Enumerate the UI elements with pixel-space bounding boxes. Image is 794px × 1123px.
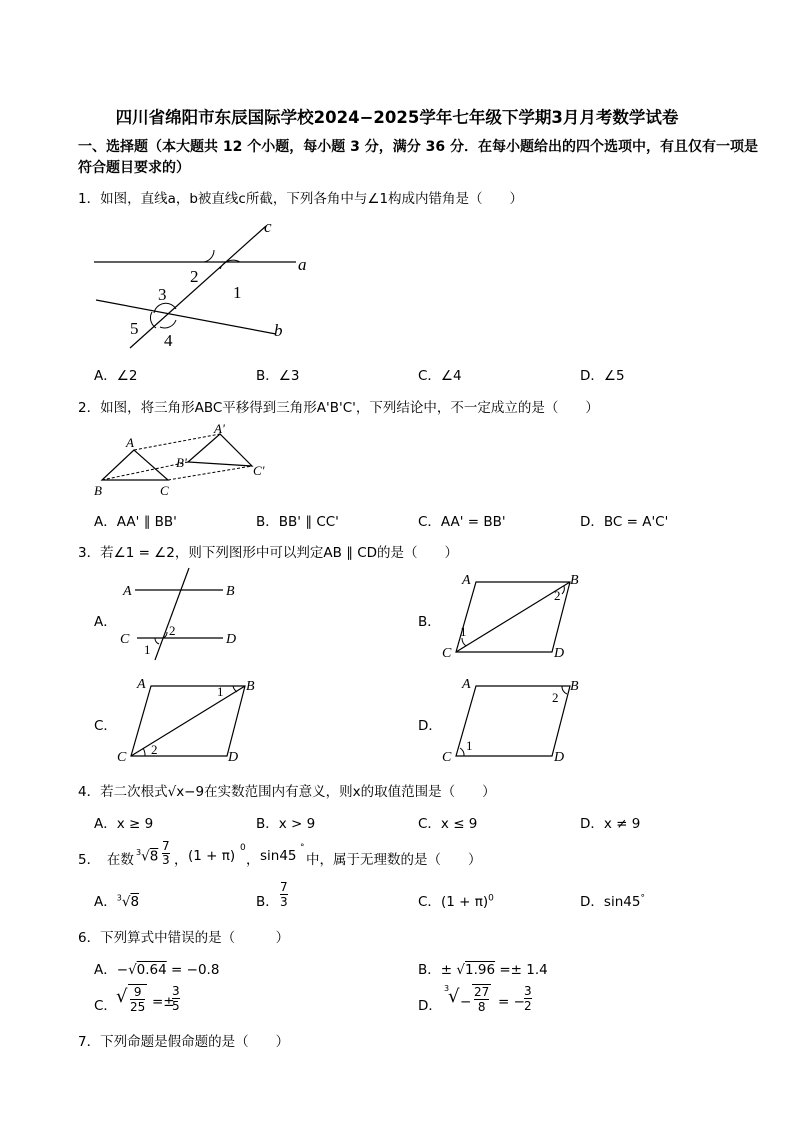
label-angle-2: 2 — [552, 690, 559, 705]
exam-page: 四川省绵阳市东辰国际学校2024−2025学年七年级下学期3月月考数学试卷 一、选择题（本大题共 12 个小题，每小题 3 分，满分 36 分．在每小题给出的四个选项中，有且仅有一项是符合题目要求的） 1．如图，直线a，b被直线c所截，下列各角中与∠1构成内错角是（ ） c a b 1 2 3 4 5 A．∠2 B．∠3 C．∠4 D．∠5 2．如图，将三角形ABC平移得到三角形A'B'C'，下列结论中，不一定成立的是（ ） A B C A' B' C' A．AA' ∥ BB' B．BB' ∥ CC' C．AA' = BB' D．BC = A'C' 3．若∠1 = ∠2，则下列图形中可以判定AB ∥ CD的是（ ） A． A B C D 2 1 B． A B C D 2 1 C． A B C D 1 2 D． A B C D 2 1 4．若二次根式√x−9在实数范围内有意义，则x的取值范围是（ ） A．x ≥ 9 B．x > 9 C．x ≤ 9 D．x ≠ 9 5． 在数 $^3$√8 7 3 ， (1 + π) 0 ， sin45 ° 中，属于无理数的是（ ） A．$^3$√8 B． 7 3 C．$(1 + \pi)^0$ D．sin45° 6．下列算式中错误的是（ ） A．−√0.64 = −0.8 B．± √1.96 =± 1.4 C． √ 9 25 =± 3 5 D． 3 √ − 27 8 = − 3 2 7．下列命题是假命题的是（ ） — [0, 0, 794, 1123]
label-A: A — [126, 435, 134, 450]
label-A: A — [462, 677, 471, 692]
q3-option-a[interactable]: A． — [94, 614, 117, 630]
label-A: A — [462, 573, 471, 588]
q3-figure-a — [115, 566, 255, 662]
angle-2-arc — [204, 250, 214, 262]
label-B: B — [94, 483, 102, 498]
label-B: B — [246, 679, 255, 694]
label-B: B — [226, 584, 235, 599]
segment-aa1 — [134, 434, 220, 450]
q3-figure-b — [438, 568, 588, 660]
label-B-prime: B' — [176, 455, 187, 470]
label-D: D — [554, 646, 565, 660]
label-angle-1: 1 — [144, 642, 151, 657]
q1-option-b[interactable]: B．∠3 — [256, 368, 300, 384]
q5-option-d[interactable]: D．sin45° — [580, 893, 645, 910]
label-A: A — [123, 584, 132, 599]
question-4-stem: 4．若二次根式√x−9在实数范围内有意义，则x的取值范围是（ ） — [78, 784, 496, 800]
label-B: B — [570, 573, 579, 588]
q4-option-b[interactable]: B．x > 9 — [256, 816, 316, 832]
label-angle-4: 4 — [164, 331, 173, 350]
question-6-stem: 6．下列算式中错误的是（ ） — [78, 930, 290, 946]
cbrt-8: $^3$√8 — [136, 848, 159, 865]
q3-option-c[interactable]: C． — [94, 718, 117, 734]
q6-option-c[interactable]: C． √ 9 25 =± 3 5 — [94, 984, 180, 1014]
angle-1-arc — [460, 748, 464, 756]
question-1-stem: 1．如图，直线a，b被直线c所截，下列各角中与∠1构成内错角是（ ） — [78, 191, 524, 207]
q3-option-b[interactable]: B． — [418, 614, 441, 630]
q5-option-c[interactable]: C．$(1 + \pi)^0$ — [418, 893, 494, 910]
question-2-stem: 2．如图，将三角形ABC平移得到三角形A'B'C'，下列结论中，不一定成立的是（ ） — [78, 400, 599, 416]
q1-option-d[interactable]: D．∠5 — [580, 368, 625, 384]
label-angle-2: 2 — [151, 742, 158, 757]
q2-option-a[interactable]: A．AA' ∥ BB' — [94, 514, 177, 530]
label-D: D — [554, 750, 565, 765]
label-angle-1: 1 — [217, 684, 224, 699]
q3-figure-d — [438, 672, 588, 766]
triangle-a1b1c1 — [188, 434, 252, 466]
q4-option-c[interactable]: C．x ≤ 9 — [418, 816, 478, 832]
q2-option-b[interactable]: B．BB' ∥ CC' — [256, 514, 339, 530]
angle-1-arc — [155, 638, 159, 644]
label-angle-2: 2 — [190, 267, 199, 286]
q6-option-d[interactable]: D． 3 √ − 27 8 = − 3 2 — [418, 984, 532, 1014]
label-c: c — [264, 217, 272, 236]
label-D: D — [226, 632, 237, 647]
label-A-prime: A' — [214, 421, 225, 436]
question-2-figure — [90, 420, 280, 502]
label-angle-2: 2 — [554, 588, 561, 603]
q3-figure-c — [115, 672, 265, 766]
label-angle-1: 1 — [466, 738, 473, 753]
q1-option-a[interactable]: A．∠2 — [94, 368, 138, 384]
label-b: b — [274, 321, 283, 340]
label-C: C — [160, 483, 169, 498]
label-angle-2: 2 — [169, 623, 176, 638]
line-c — [130, 226, 266, 348]
label-a: a — [298, 255, 307, 274]
q4-option-d[interactable]: D．x ≠ 9 — [580, 816, 641, 832]
angle-1-arc — [233, 686, 237, 692]
label-angle-1: 1 — [460, 624, 467, 639]
label-D: D — [228, 750, 239, 765]
section-heading: 一、选择题（本大题共 12 个小题，每小题 3 分，满分 36 分．在每小题给出的四个选项中，有且仅有一项是符合题目要求的） — [78, 139, 758, 176]
q4-option-a[interactable]: A．x ≥ 9 — [94, 816, 154, 832]
page-title: 四川省绵阳市东辰国际学校2024−2025学年七年级下学期3月月考数学试卷 — [115, 108, 679, 127]
label-A: A — [137, 677, 146, 692]
label-angle-3: 3 — [158, 285, 167, 304]
angle-1-arc — [462, 638, 466, 646]
label-C: C — [442, 750, 452, 765]
q1-option-c[interactable]: C．∠4 — [418, 368, 462, 384]
label-angle-5: 5 — [130, 319, 139, 338]
q5-option-a[interactable]: A．$^3$√8 — [94, 893, 140, 910]
fraction-7-3: 7 3 — [162, 839, 170, 867]
q6-option-b[interactable]: B．± √1.96 =± 1.4 — [418, 962, 548, 978]
label-C-prime: C' — [253, 463, 265, 478]
question-1-figure — [80, 212, 330, 352]
q3-option-d[interactable]: D． — [418, 718, 442, 734]
label-B: B — [570, 679, 579, 694]
question-3-stem: 3．若∠1 = ∠2，则下列图形中可以判定AB ∥ CD的是（ ） — [78, 545, 459, 561]
label-C: C — [120, 632, 130, 647]
angle-2-arc — [143, 748, 145, 756]
q6-option-a[interactable]: A．−√0.64 = −0.8 — [94, 962, 220, 978]
question-7-stem: 7．下列命题是假命题的是（ ） — [78, 1034, 290, 1050]
q2-option-d[interactable]: D．BC = A'C' — [580, 514, 669, 530]
triangle-abc — [102, 450, 168, 480]
label-C: C — [442, 646, 452, 660]
angle-4-arc — [160, 320, 176, 328]
q2-option-c[interactable]: C．AA' = BB' — [418, 514, 506, 530]
label-angle-1: 1 — [233, 283, 242, 302]
angle-2-arc — [562, 686, 567, 694]
line-b — [96, 300, 276, 334]
transversal — [155, 568, 189, 660]
label-C: C — [117, 750, 127, 765]
